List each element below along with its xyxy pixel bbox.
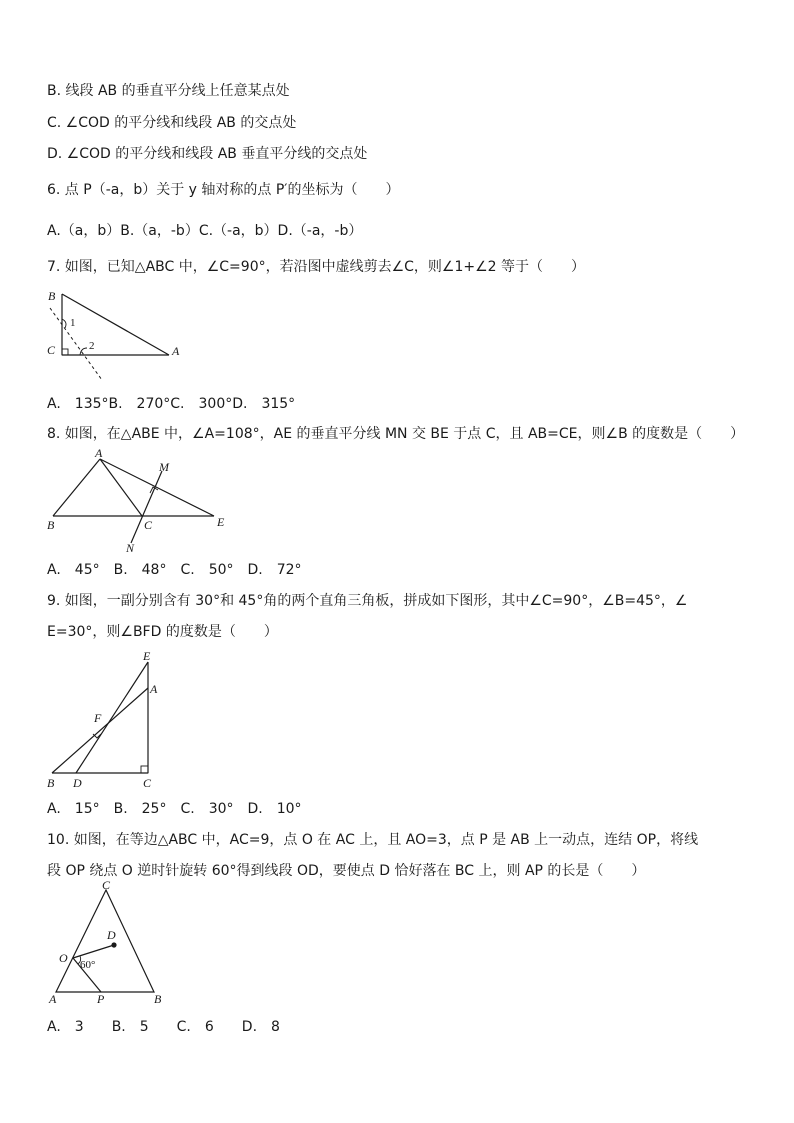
q9-label-b: B <box>47 776 55 790</box>
q8-options: A. 45° B. 48° C. 50° D. 72° <box>47 562 302 578</box>
q10-triangle-abc <box>56 890 154 992</box>
q10-figure <box>44 878 174 1007</box>
q10-label-b: B <box>154 992 162 1006</box>
q8-label-b: B <box>47 518 55 532</box>
q8-label-m: M <box>159 460 169 474</box>
q5-option-d: D. ∠COD 的平分线和线段 AB 垂直平分线的交点处 <box>47 146 368 162</box>
q5-option-b: B. 线段 AB 的垂直平分线上任意某点处 <box>47 83 290 99</box>
q9-label-c: C <box>143 776 152 790</box>
q9-right-angle-mark <box>141 766 148 773</box>
q10-stem-line-2: 段 OP 绕点 O 逆时针旋转 60°得到线段 OD，要使点 D 恰好落在 BC 上，则 AP 的长是（ ） <box>47 863 646 879</box>
q10-stem-line-1: 10. 如图，在等边△ABC 中，AC=9，点 O 在 AC 上，且 AO=3，点 P 是 AB 上一动点，连结 OP，将线 <box>47 832 699 848</box>
q10-options: A. 3 B. 5 C. 6 D. 8 <box>47 1019 280 1035</box>
q10-label-o: O <box>59 951 68 965</box>
q9-figure <box>44 648 174 793</box>
q5-option-c: C. ∠COD 的平分线和线段 AB 的交点处 <box>47 115 297 131</box>
q7-stem: 7. 如图，已知△ABC 中，∠C=90°，若沿图中虚线剪去∠C，则∠1+∠2 等于（ ） <box>47 259 586 275</box>
q7-side-ba <box>62 294 169 355</box>
q9-label-d: D <box>73 776 82 790</box>
q9-label-f: F <box>94 711 102 725</box>
q8-label-n: N <box>126 541 135 555</box>
q10-point-d <box>111 942 116 947</box>
q9-side-de <box>76 662 148 773</box>
q8-stem: 8. 如图，在△ABE 中，∠A=108°，AE 的垂直平分线 MN 交 BE 于点 C，且 AB=CE，则∠B 的度数是（ ） <box>47 426 745 442</box>
q10-label-angle: 60° <box>80 959 96 971</box>
q6-options: A.（a，b）B.（a，-b）C.（-a，b）D.（-a，-b） <box>47 223 363 239</box>
q10-label-a: A <box>49 992 57 1006</box>
q7-right-angle-mark <box>62 349 68 355</box>
q10-label-p: P <box>97 992 105 1006</box>
q7-figure <box>44 288 184 384</box>
q7-options: A. 135°B. 270°C. 300°D. 315° <box>47 396 296 412</box>
q7-label-b: B <box>48 289 56 303</box>
q9-side-ba <box>52 688 148 773</box>
q9-label-e: E <box>143 649 151 663</box>
q7-label-1: 1 <box>70 317 76 329</box>
q7-label-a: A <box>172 344 180 358</box>
q8-segment-ac <box>100 459 142 516</box>
q8-label-a: A <box>95 446 103 460</box>
q7-label-c: C <box>47 343 56 357</box>
q8-figure <box>44 447 234 557</box>
q9-stem-line-2: E=30°，则∠BFD 的度数是（ ） <box>47 624 278 640</box>
q8-side-ab <box>53 459 100 516</box>
q8-label-e: E <box>217 515 225 529</box>
q10-segment-od <box>73 945 114 958</box>
q10-label-d: D <box>107 928 116 942</box>
q8-side-ae <box>100 459 214 516</box>
q10-label-c: C <box>102 878 111 892</box>
q8-label-c: C <box>144 518 153 532</box>
q9-stem-line-1: 9. 如图，一副分别含有 30°和 45°角的两个直角三角板，拼成如下图形，其中∠C=90°，∠B=45°，∠ <box>47 593 688 609</box>
q6-stem: 6. 点 P（-a，b）关于 y 轴对称的点 P′的坐标为（ ） <box>47 182 400 198</box>
q7-label-2: 2 <box>89 340 95 352</box>
q9-label-a: A <box>150 682 158 696</box>
q9-options: A. 15° B. 25° C. 30° D. 10° <box>47 801 302 817</box>
